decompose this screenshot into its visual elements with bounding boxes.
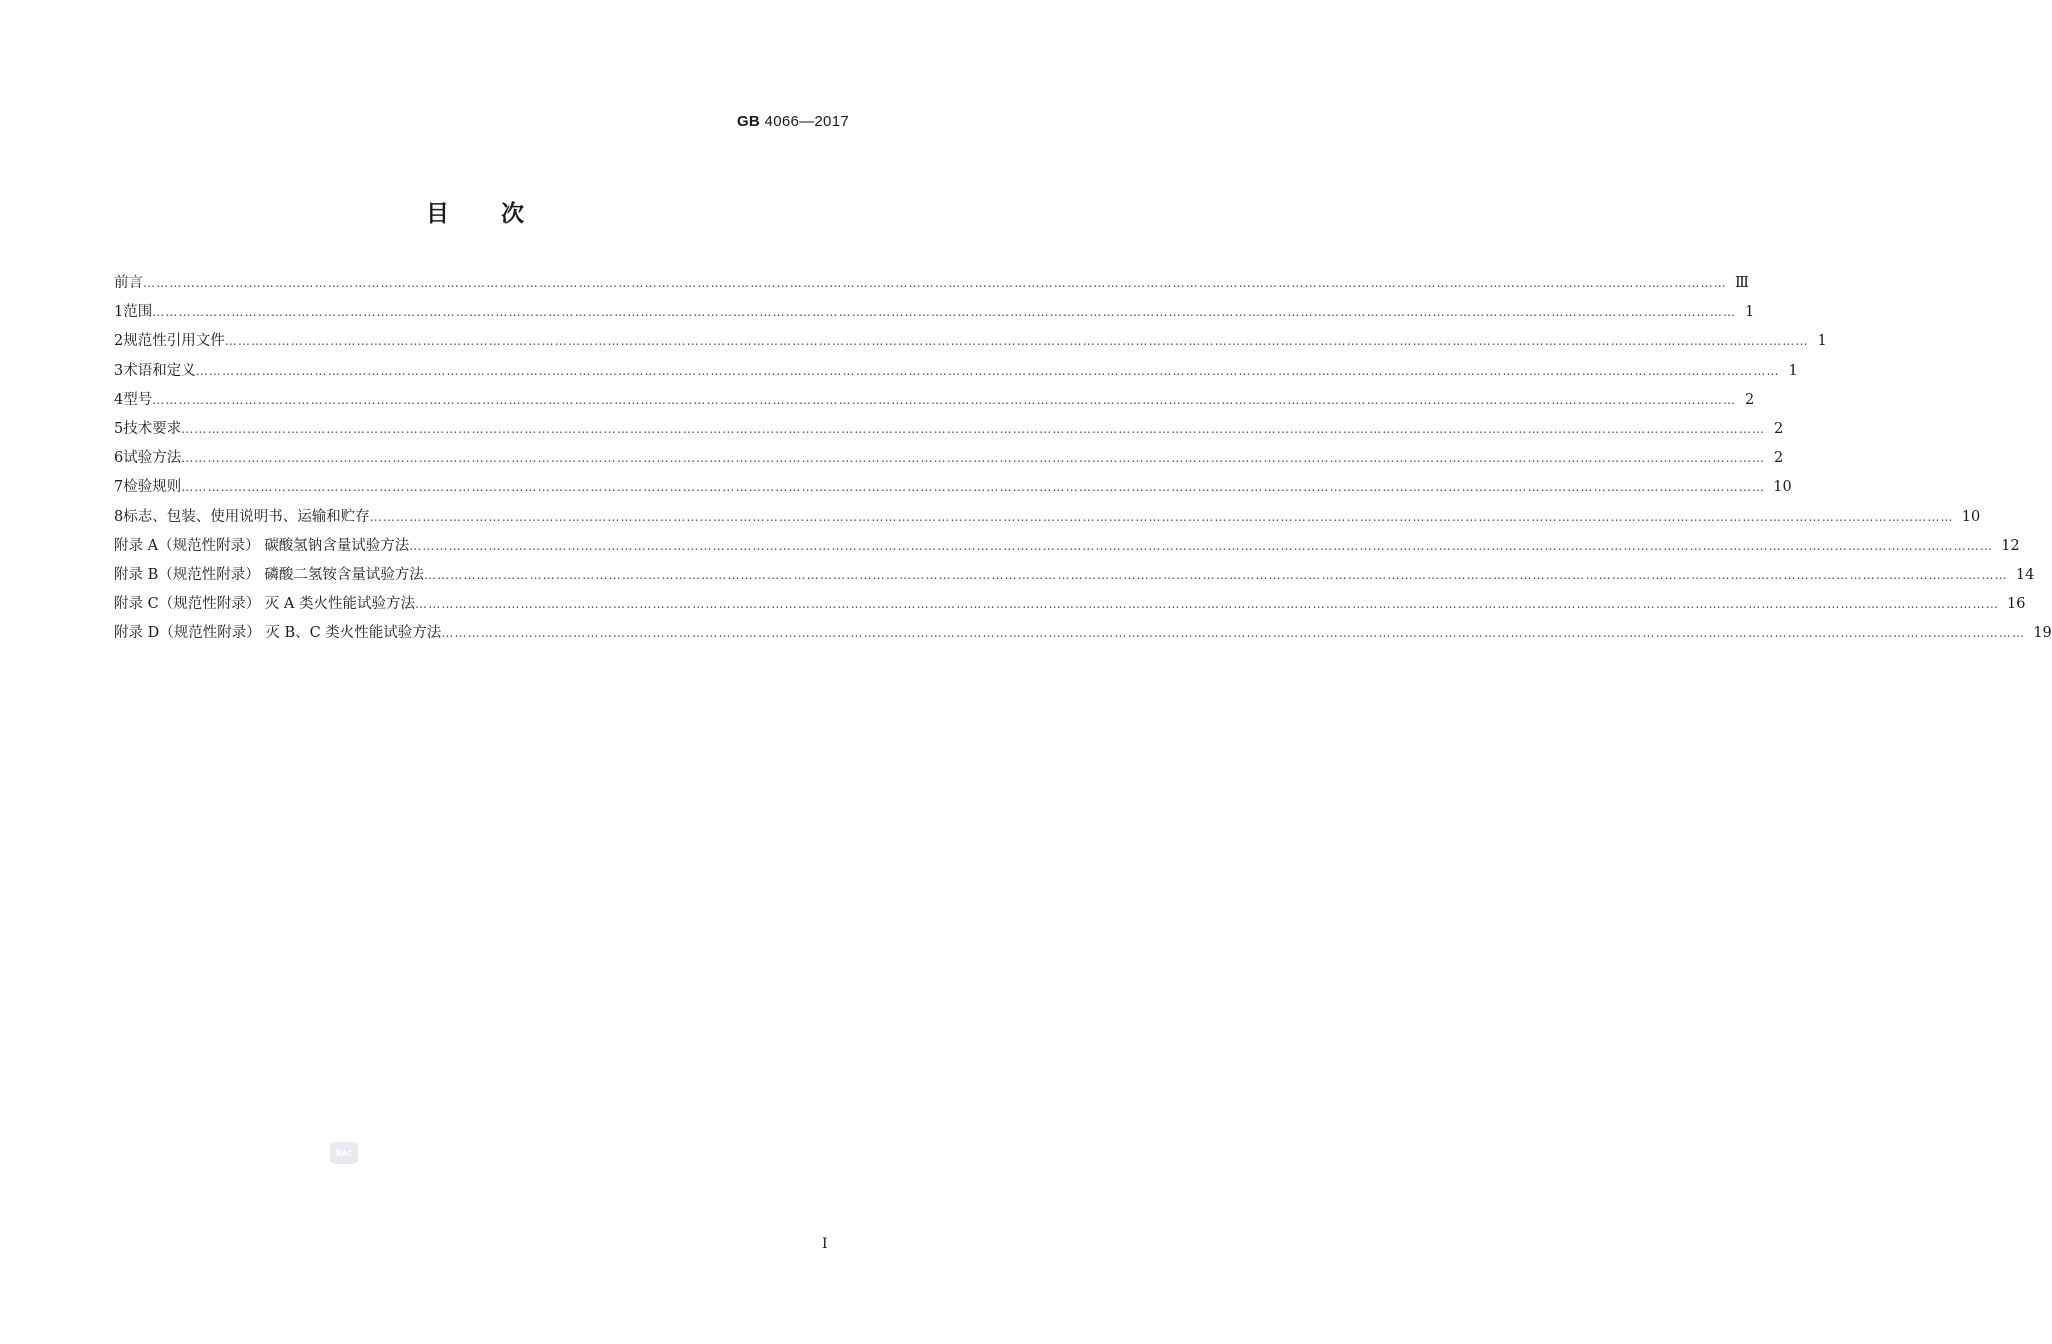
page-number: I bbox=[822, 1236, 828, 1252]
watermark-text: SAC bbox=[335, 1148, 353, 1158]
toc-entry-number: 1 bbox=[114, 304, 124, 321]
title-char-1: 目 bbox=[426, 201, 449, 227]
standard-prefix: GB bbox=[736, 113, 761, 130]
toc-entry-label: 范围 bbox=[123, 304, 153, 321]
toc-entry-page: 1 bbox=[1745, 304, 1755, 321]
toc-entry-number: 3 bbox=[114, 362, 124, 379]
toc-leader-dots: ……………………………………………………………………………………………………………………………………………………………………………………………………………………………………………………………………………………………………………………………… bbox=[423, 567, 2008, 582]
toc-entry-label: 附录 D（规范性附录） 灭 B、C 类火性能试验方法 bbox=[114, 625, 442, 642]
toc-entry[interactable] bbox=[114, 329, 1827, 358]
toc-leader-dots: ……………………………………………………………………………………………………………………………………………………………………………………………………………………………………………………………………………………………………………………………… bbox=[143, 276, 1727, 290]
toc-entry-number: 5 bbox=[114, 420, 124, 437]
table-of-contents bbox=[114, 271, 2052, 650]
toc-leader-dots: ……………………………………………………………………………………………………………………………………………………………………………………………………………………………………………………………………………………………………………………………… bbox=[409, 538, 1994, 553]
toc-entry[interactable] bbox=[114, 417, 1784, 446]
toc-entry-label: 规范性引用文件 bbox=[123, 333, 225, 350]
toc-entry-label: 技术要求 bbox=[123, 420, 182, 437]
toc-entry-page: 2 bbox=[1745, 391, 1755, 408]
toc-entry-page: 10 bbox=[1773, 479, 1792, 496]
toc-entry[interactable] bbox=[114, 359, 1798, 388]
toc-entry[interactable] bbox=[114, 592, 2026, 621]
toc-leader-dots: ……………………………………………………………………………………………………………………………………………………………………………………………………………………………………………………………………………………………………………………………… bbox=[224, 334, 1809, 349]
toc-leader-dots: ……………………………………………………………………………………………………………………………………………………………………………………………………………………………………………………………………………………………………………………………… bbox=[152, 392, 1737, 407]
toc-entry-page: 2 bbox=[1774, 450, 1784, 467]
toc-entry[interactable] bbox=[114, 475, 1792, 504]
toc-entry-page: 19 bbox=[2033, 625, 2052, 642]
toc-entry-page: 1 bbox=[1788, 362, 1798, 379]
toc-entry-page: 1 bbox=[1817, 333, 1827, 350]
toc-entry[interactable] bbox=[114, 446, 1784, 475]
toc-leader-dots: ……………………………………………………………………………………………………………………………………………………………………………………………………………………………………………………………………………………………………………………………… bbox=[152, 305, 1737, 320]
toc-leader-dots: ……………………………………………………………………………………………………………………………………………………………………………………………………………………………………………………………………………………………………………………………… bbox=[181, 480, 1766, 495]
toc-entry-number: 2 bbox=[114, 333, 124, 350]
toc-entry-number: 4 bbox=[114, 391, 124, 408]
toc-entry-label: 附录 A（规范性附录） 碳酸氢钠含量试验方法 bbox=[114, 537, 410, 554]
toc-leader-dots: ……………………………………………………………………………………………………………………………………………………………………………………………………………………………………………………………………………………………………………………………… bbox=[415, 597, 2000, 612]
toc-entry[interactable] bbox=[114, 271, 1749, 300]
toc-entry[interactable] bbox=[114, 505, 1981, 534]
standard-code bbox=[737, 113, 849, 130]
toc-entry-page: 16 bbox=[2007, 596, 2026, 613]
toc-entry[interactable] bbox=[114, 534, 2020, 563]
toc-entry-label: 术语和定义 bbox=[123, 362, 196, 379]
page-title bbox=[0, 195, 950, 228]
toc-leader-dots: ……………………………………………………………………………………………………………………………………………………………………………………………………………………………………………………………………………………………………………………………… bbox=[441, 626, 2026, 641]
toc-entry-page: 2 bbox=[1774, 420, 1784, 437]
toc-entry-number: 8 bbox=[114, 508, 124, 525]
toc-entry-page: 10 bbox=[1961, 508, 1981, 525]
toc-entry-label: 试验方法 bbox=[123, 450, 182, 467]
toc-leader-dots: ……………………………………………………………………………………………………………………………………………………………………………………………………………………………………………………………………………………………………………………………… bbox=[181, 451, 1766, 466]
toc-entry-page: 12 bbox=[2001, 537, 2020, 554]
toc-entry-label: 附录 B（规范性附录） 磷酸二氢铵含量试验方法 bbox=[114, 566, 424, 583]
standard-number: 4066—2017 bbox=[764, 113, 849, 130]
toc-entry[interactable] bbox=[114, 300, 1755, 329]
toc-entry-number: 6 bbox=[114, 450, 124, 467]
toc-entry[interactable] bbox=[114, 388, 1755, 417]
sac-logo-watermark bbox=[330, 1142, 358, 1164]
toc-entry[interactable] bbox=[114, 621, 2052, 650]
toc-entry-label: 前言 bbox=[114, 275, 143, 291]
toc-entry-page: 14 bbox=[2015, 566, 2035, 583]
toc-entry-label: 标志、包装、使用说明书、运输和贮存 bbox=[123, 508, 370, 525]
toc-entry-page: Ⅲ bbox=[1735, 275, 1749, 291]
toc-entry-label: 附录 C（规范性附录） 灭 A 类火性能试验方法 bbox=[114, 596, 416, 613]
toc-leader-dots: ……………………………………………………………………………………………………………………………………………………………………………………………………………………………………………………………………………………………………………………………… bbox=[181, 421, 1766, 436]
toc-entry[interactable] bbox=[114, 563, 2035, 592]
toc-entry-number: 7 bbox=[114, 479, 124, 496]
toc-entry-label: 型号 bbox=[123, 391, 153, 408]
toc-entry-label: 检验规则 bbox=[123, 479, 182, 496]
toc-leader-dots: ……………………………………………………………………………………………………………………………………………………………………………………………………………………………………………………………………………………………………………………………… bbox=[369, 509, 1954, 524]
title-char-2: 次 bbox=[501, 201, 524, 227]
toc-leader-dots: ……………………………………………………………………………………………………………………………………………………………………………………………………………………………………………………………………………………………………………………………… bbox=[195, 363, 1780, 378]
